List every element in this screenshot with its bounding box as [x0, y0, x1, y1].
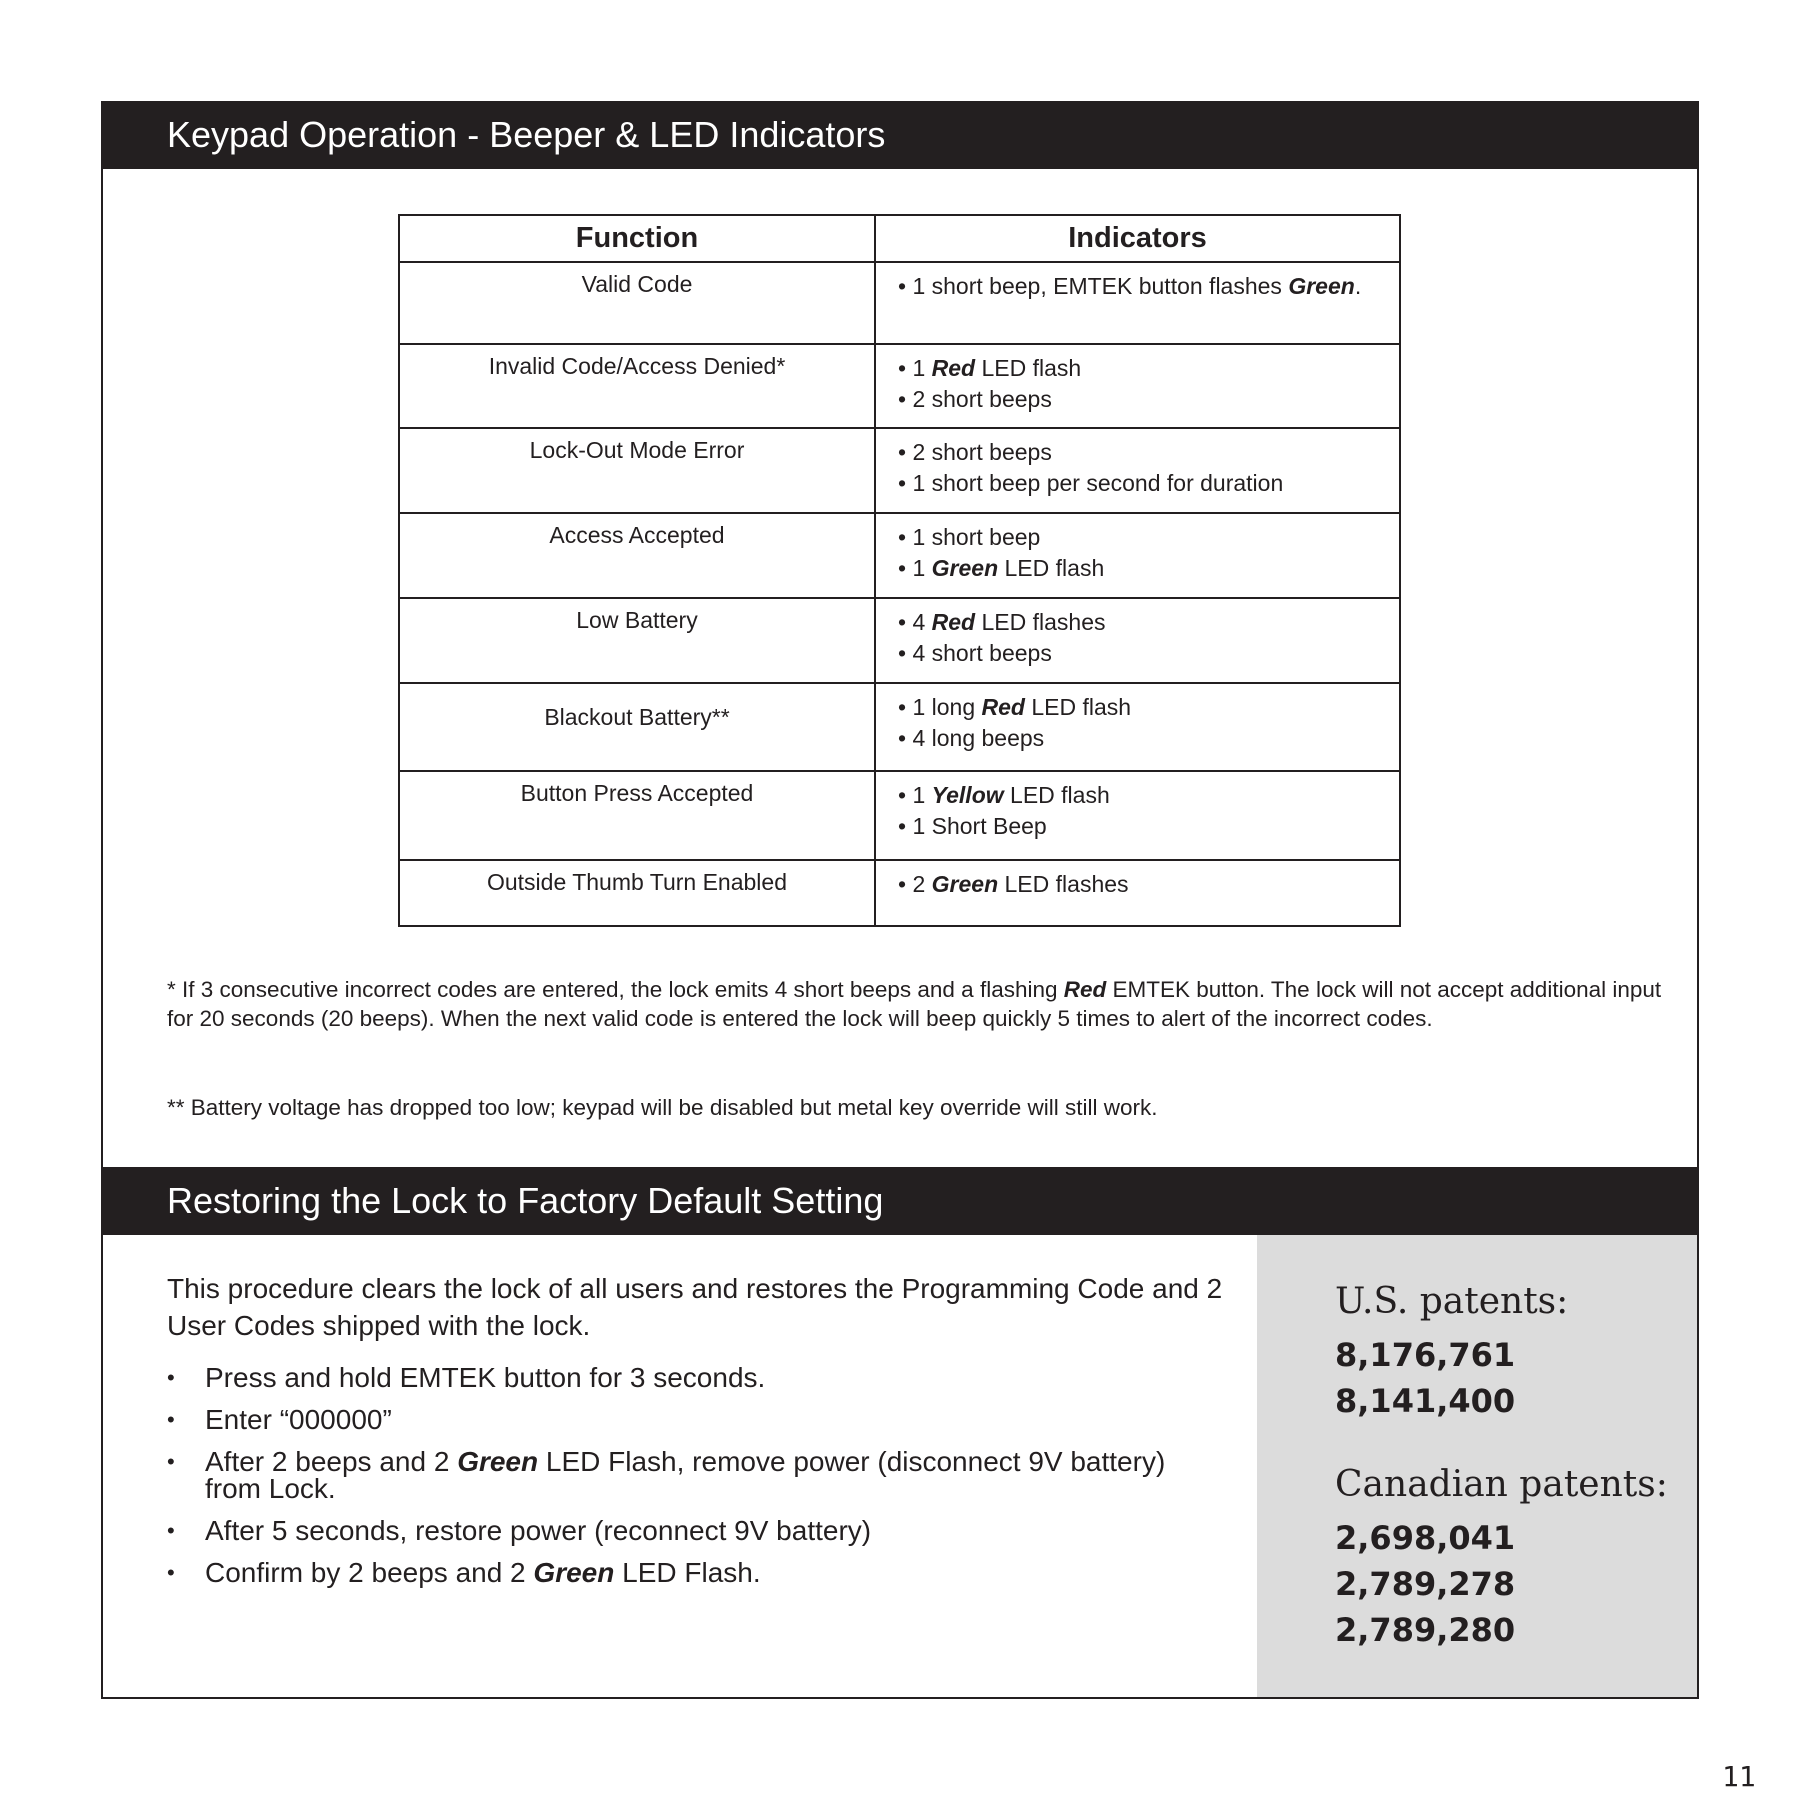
- text: LED Flash.: [614, 1557, 761, 1588]
- procedure-step: [167, 1406, 1227, 1433]
- indicators-cell: [875, 513, 1400, 598]
- text: Press and hold EMTEK button for 3 seconds.: [205, 1362, 766, 1393]
- color-emphasis: Red: [931, 609, 976, 635]
- text: 2 short beeps: [912, 439, 1052, 465]
- text: LED flashes: [998, 871, 1129, 897]
- procedure-step: [167, 1517, 1227, 1544]
- color-emphasis: Green: [457, 1446, 539, 1477]
- text: 2: [912, 871, 932, 897]
- text: 1: [912, 355, 932, 381]
- indicators-table: [398, 214, 1401, 927]
- text: 4 short beeps: [912, 640, 1052, 666]
- page-number: 11: [1722, 1760, 1756, 1793]
- indicators-cell: [875, 262, 1400, 344]
- text: 4: [912, 609, 932, 635]
- table-row: [399, 262, 1400, 344]
- function-cell: Button Press Accepted: [399, 771, 875, 860]
- indicators-cell: [875, 860, 1400, 926]
- table-row: [399, 860, 1400, 926]
- indicators-cell: [875, 771, 1400, 860]
- text: * If 3 consecutive incorrect codes are entered, the lock emits 4 short beeps and a flashing: [167, 977, 1064, 1002]
- footnote-single-star: [167, 975, 1667, 1033]
- procedure-step: [167, 1364, 1227, 1391]
- function-cell: Lock-Out Mode Error: [399, 428, 875, 513]
- ca-patent: 2,789,278: [1335, 1565, 1516, 1603]
- function-cell: Valid Code: [399, 262, 875, 344]
- function-cell: Invalid Code/Access Denied*: [399, 344, 875, 428]
- column-header-indicators: Indicators: [875, 215, 1400, 262]
- indicator-line: • 1 short beep, EMTEK button flashes Green.: [898, 273, 1362, 299]
- indicator-line: • 1 long Red LED flash: [898, 694, 1132, 720]
- procedure-step: [167, 1559, 1227, 1586]
- text: 1: [912, 555, 932, 581]
- table-row: [399, 513, 1400, 598]
- procedure-step: [167, 1448, 1227, 1502]
- ca-patent: 2,698,041: [1335, 1519, 1516, 1557]
- us-patents-label: U.S. patents:: [1335, 1281, 1569, 1322]
- table-row: [399, 598, 1400, 683]
- section-header-restore: Restoring the Lock to Factory Default Setting: [101, 1167, 1699, 1235]
- text: EMTEK button. The lock will not accept additional input for 20 seconds (20 beeps). When the next valid code is entered the lock will beep quickly 5 times to alert of the incorrect codes.: [167, 977, 1662, 1031]
- text: LED Flash, remove power (disconnect 9V battery) from Lock.: [205, 1446, 1166, 1504]
- text: After 2 beeps and 2: [205, 1446, 458, 1477]
- text: Confirm by 2 beeps and 2: [205, 1557, 534, 1588]
- text: 1 short beep: [912, 524, 1041, 550]
- text: .: [1354, 273, 1362, 299]
- indicator-line: • 4 long beeps: [898, 725, 1045, 751]
- patents-panel: [1257, 1235, 1697, 1697]
- column-header-function: Function: [399, 215, 875, 262]
- color-emphasis: Red: [1063, 977, 1107, 1002]
- color-emphasis: Green: [931, 871, 999, 897]
- text: Enter “000000”: [205, 1404, 392, 1435]
- table-row: [399, 771, 1400, 860]
- text: LED flashes: [975, 609, 1106, 635]
- indicators-cell: [875, 344, 1400, 428]
- indicator-line: • 4 short beeps: [898, 640, 1052, 666]
- us-patent: 8,141,400: [1335, 1382, 1516, 1420]
- indicators-cell: [875, 598, 1400, 683]
- indicators-cell: [875, 428, 1400, 513]
- color-emphasis: Green: [931, 555, 999, 581]
- footnote-double-star: ** Battery voltage has dropped too low; keypad will be disabled but metal key override will still work.: [167, 1095, 1158, 1120]
- text: After 5 seconds, restore power (reconnect 9V battery): [205, 1515, 872, 1546]
- function-cell: Low Battery: [399, 598, 875, 683]
- color-emphasis: Green: [533, 1557, 615, 1588]
- text: 4 long beeps: [912, 725, 1045, 751]
- indicators-cell: [875, 683, 1400, 771]
- canadian-patents-label: Canadian patents:: [1335, 1464, 1668, 1505]
- color-emphasis: Red: [981, 694, 1025, 720]
- function-cell: Access Accepted: [399, 513, 875, 598]
- text: 1 short beep per second for duration: [912, 470, 1284, 496]
- indicator-line: • 1 short beep: [898, 524, 1041, 550]
- procedure-intro: This procedure clears the lock of all users and restores the Programming Code and 2 User Codes shipped with the lock.: [167, 1273, 1223, 1341]
- color-emphasis: Red: [931, 355, 976, 381]
- function-cell: Blackout Battery**: [399, 683, 875, 771]
- section-header-keypad: Keypad Operation - Beeper & LED Indicators: [101, 101, 1699, 169]
- text: 2 short beeps: [912, 386, 1052, 412]
- text: 1 short beep, EMTEK button flashes: [912, 273, 1289, 299]
- table-row: [399, 428, 1400, 513]
- us-patent: 8,176,761: [1335, 1336, 1516, 1374]
- indicator-line: • 1 Green LED flash: [898, 555, 1105, 581]
- restore-procedure: [167, 1270, 1227, 1601]
- text: 1: [912, 782, 932, 808]
- color-emphasis: Yellow: [931, 782, 1004, 808]
- function-cell: Outside Thumb Turn Enabled: [399, 860, 875, 926]
- color-emphasis: Green: [1288, 273, 1355, 299]
- indicator-line: • 4 Red LED flashes: [898, 609, 1106, 635]
- indicator-line: • 1 Yellow LED flash: [898, 782, 1110, 808]
- table-row: [399, 683, 1400, 771]
- text: 1 Short Beep: [912, 813, 1047, 839]
- indicator-line: • 1 Red LED flash: [898, 355, 1082, 381]
- indicator-line: • 1 Short Beep: [898, 813, 1047, 839]
- indicator-line: • 2 short beeps: [898, 386, 1052, 412]
- ca-patent: 2,789,280: [1335, 1611, 1516, 1649]
- indicator-line: • 2 Green LED flashes: [898, 871, 1129, 897]
- table-row: [399, 344, 1400, 428]
- text: LED flash: [1024, 694, 1132, 720]
- indicator-line: • 1 short beep per second for duration: [898, 470, 1284, 496]
- text: LED flash: [975, 355, 1082, 381]
- text: LED flash: [998, 555, 1105, 581]
- text: 1 long: [912, 694, 982, 720]
- text: LED flash: [1003, 782, 1110, 808]
- indicator-line: • 2 short beeps: [898, 439, 1052, 465]
- procedure-steps: [167, 1364, 1227, 1586]
